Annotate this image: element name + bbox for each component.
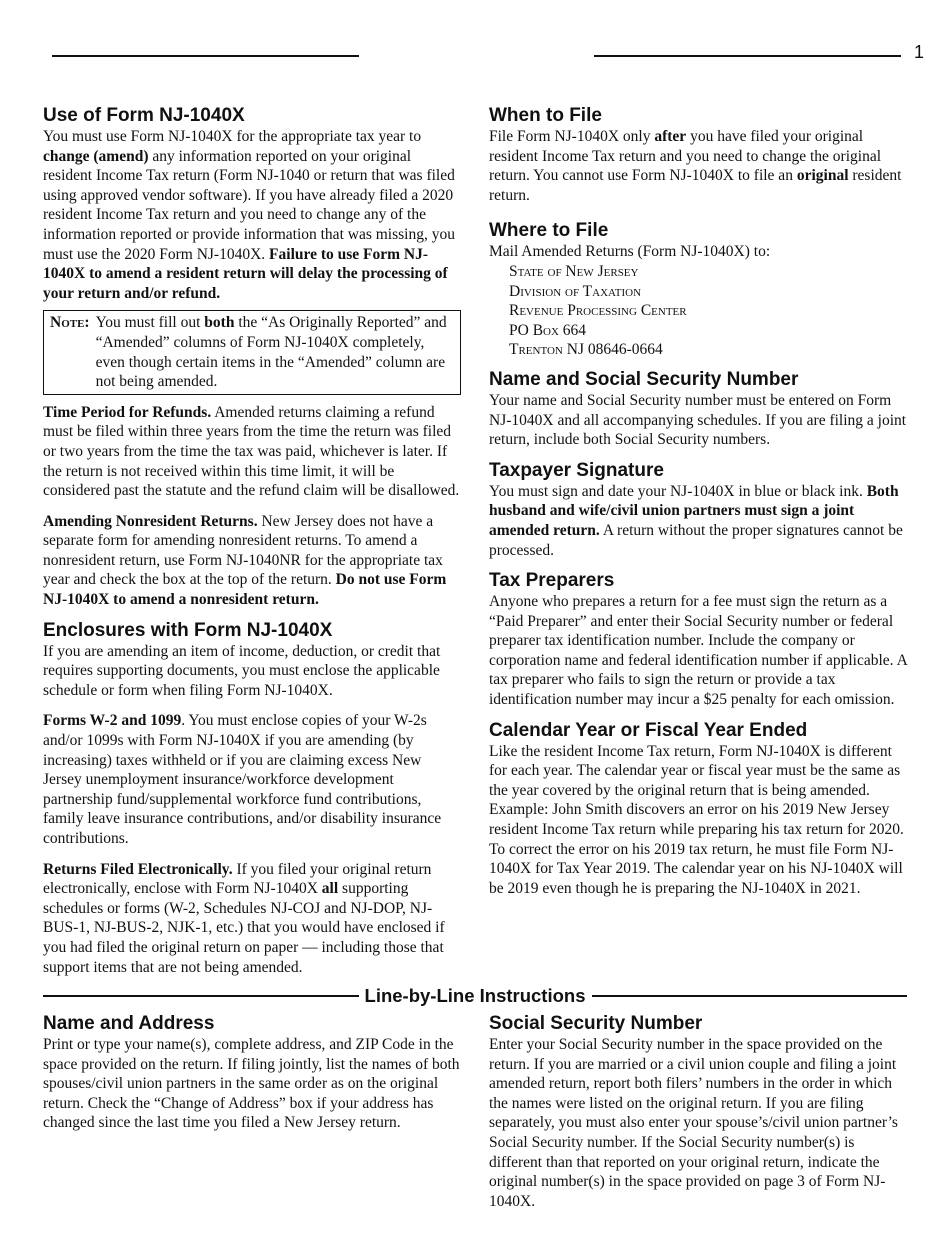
enclosures-paragraph: If you are amending an item of income, deduction, or credit that requires supporting documents, you must enclose the applicable schedule or form when filing Form NJ-1040X.: [43, 642, 441, 699]
right-column: [489, 105, 907, 898]
when-to-file-paragraph: File Form NJ-1040X only after you have filed your original resident Income Tax return and you need to change the original return. You cannot use Form NJ-1040X to file an original resident return.: [489, 128, 902, 204]
line-by-line-title: Line-by-Line Instructions: [364, 985, 586, 1006]
ssn-paragraph: Enter your Social Security number in the space provided on the return. If you are married or a civil union couple and filing a joint amended return, report both filers’ numbers in the order in which the names were listed on the original return. If you are filing separately, you must also enter your spouse’s/civil union partner’s Social Security number. If the Social Security number(s) is different than that reported on your original return, indicate the original number(s) in the space provided on page 3 of Form NJ-1040X.: [489, 1036, 898, 1210]
mailing-address: State of New Jersey Division of Taxation Revenue Processing Center PO Box 664 Trenton NJ 08646-0664: [509, 262, 687, 359]
enclosures-heading: Enclosures with Form NJ-1040X: [43, 619, 333, 641]
where-to-file-intro: Mail Amended Returns (Form NJ-1040X) to:: [489, 243, 771, 261]
time-period-paragraph: Time Period for Refunds. Amended returns claiming a refund must be filed within three years from the time the return was filed or two years from the time the tax was paid, whichever is later. If the return is not received within this time limit, it will be considered past the statute and the refund claim will be disallowed.: [43, 403, 460, 500]
electronic-paragraph: Returns Filed Electronically. If you filed your original return electronically, enclose with Form NJ-1040X all supporting schedules or forms (W-2, Schedules NJ-COJ and NJ-DOP, NJ-BUS-1, NJ-BUS-2, NJK-1, etc.) that you would have enclosed if you had filed the original return on paper — including those that support items that are not being amended.: [43, 860, 445, 976]
line-by-line-left: [43, 1013, 461, 1133]
signature-paragraph: You must sign and date your NJ-1040X in blue or black ink. Both husband and wife/civil union partners must sign a joint amended return. A return without the proper signatures cannot be processed.: [489, 482, 903, 559]
ssn-heading: Social Security Number: [489, 1013, 703, 1034]
name-address-paragraph: Print or type your name(s), complete address, and ZIP Code in the space provided on the return. If filing jointly, list the names of both spouses/civil union partners in the same order as on the original return. Check the “Change of Address” box if your address has changed since the last time you filed a New Jersey return.: [43, 1036, 460, 1132]
name-address-heading: Name and Address: [43, 1013, 215, 1034]
name-ssn-paragraph: Your name and Social Security number must be entered on Form NJ-1040X and all accompanying schedules. If you are filing a joint return, include both Social Security numbers.: [489, 391, 907, 449]
signature-heading: Taxpayer Signature: [489, 459, 664, 481]
w2-paragraph: Forms W-2 and 1099. You must enclose copies of your W-2s and/or 1099s with Form NJ-1040X if you are amending (by increasing) taxes withheld or if you are claiming excess New Jersey unemployment insurance/workforce development partnership fund/supplemental workforce fund contributions, family leave insurance contributions, and/or disability insurance contributions.: [43, 712, 442, 847]
use-of-form-paragraph: You must use Form NJ-1040X for the appropriate tax year to change (amend) any information reported on your original resident Income Tax return (Form NJ-1040 or return that was filed using approved vendor software). If you have already filed a 2020 resident Income Tax return and you need to change any of the information reported or provide information that was missing, you must use the 2020 Form NJ-1040X. Failure to use Form NJ-1040X to amend a resident return will delay the processing of your return and/or refund.: [43, 128, 455, 302]
note-label: Note:: [50, 314, 90, 332]
title-rule-left: [43, 995, 359, 997]
line-by-line-right: [489, 1013, 907, 1211]
note-box: [43, 310, 461, 394]
left-column: [43, 105, 461, 977]
calendar-year-heading: Calendar Year or Fiscal Year Ended: [489, 719, 808, 741]
name-ssn-heading: Name and Social Security Number: [489, 368, 799, 390]
tax-preparers-paragraph: Anyone who prepares a return for a fee must sign the return as a “Paid Preparer” and enter their Social Security number or federal preparer tax identification number. Include the company or corporation name and federal identification number if applicable. A tax preparer who fails to sign the return or provide a tax identification number may incur a $25 penalty for each omission.: [489, 593, 907, 709]
use-of-form-heading: Use of Form NJ-1040X: [43, 105, 245, 126]
line-by-line-title-bar: [43, 985, 907, 1007]
tax-preparers-heading: Tax Preparers: [489, 570, 615, 592]
nonresident-paragraph: Amending Nonresident Returns. New Jersey does not have a separate form for amending nonresident returns. To amend a nonresident return, use Form NJ-1040NR for the appropriate tax year and check the box at the top of the return. Do not use Form NJ-1040X to amend a nonresident return.: [43, 512, 447, 609]
title-rule-right: [592, 995, 908, 997]
note-text: You must fill out both the “As Originally Reported” and “Amended” columns of Form NJ-1040X completely, even though certain items in the “Amended” column are not being amended.: [95, 314, 447, 391]
header-rule-right: [594, 55, 901, 57]
header-rule-left: [52, 55, 359, 57]
where-to-file-heading: Where to File: [489, 220, 609, 242]
page-number: 1: [913, 42, 924, 62]
when-to-file-heading: When to File: [489, 105, 602, 126]
calendar-year-paragraph: Like the resident Income Tax return, Form NJ-1040X is different for each year. The calendar year or fiscal year must be the same as the year covered by the original return that is being amended. Example: John Smith discovers an error on his 2019 New Jersey resident Income Tax return while preparing his tax return for 2020. To correct the error on his 2019 tax return, he must file Form NJ-1040X for Tax Year 2019. The calendar year on his NJ-1040X will be 2019 even though he is preparing the NJ-1040X in 2021.: [489, 742, 904, 897]
